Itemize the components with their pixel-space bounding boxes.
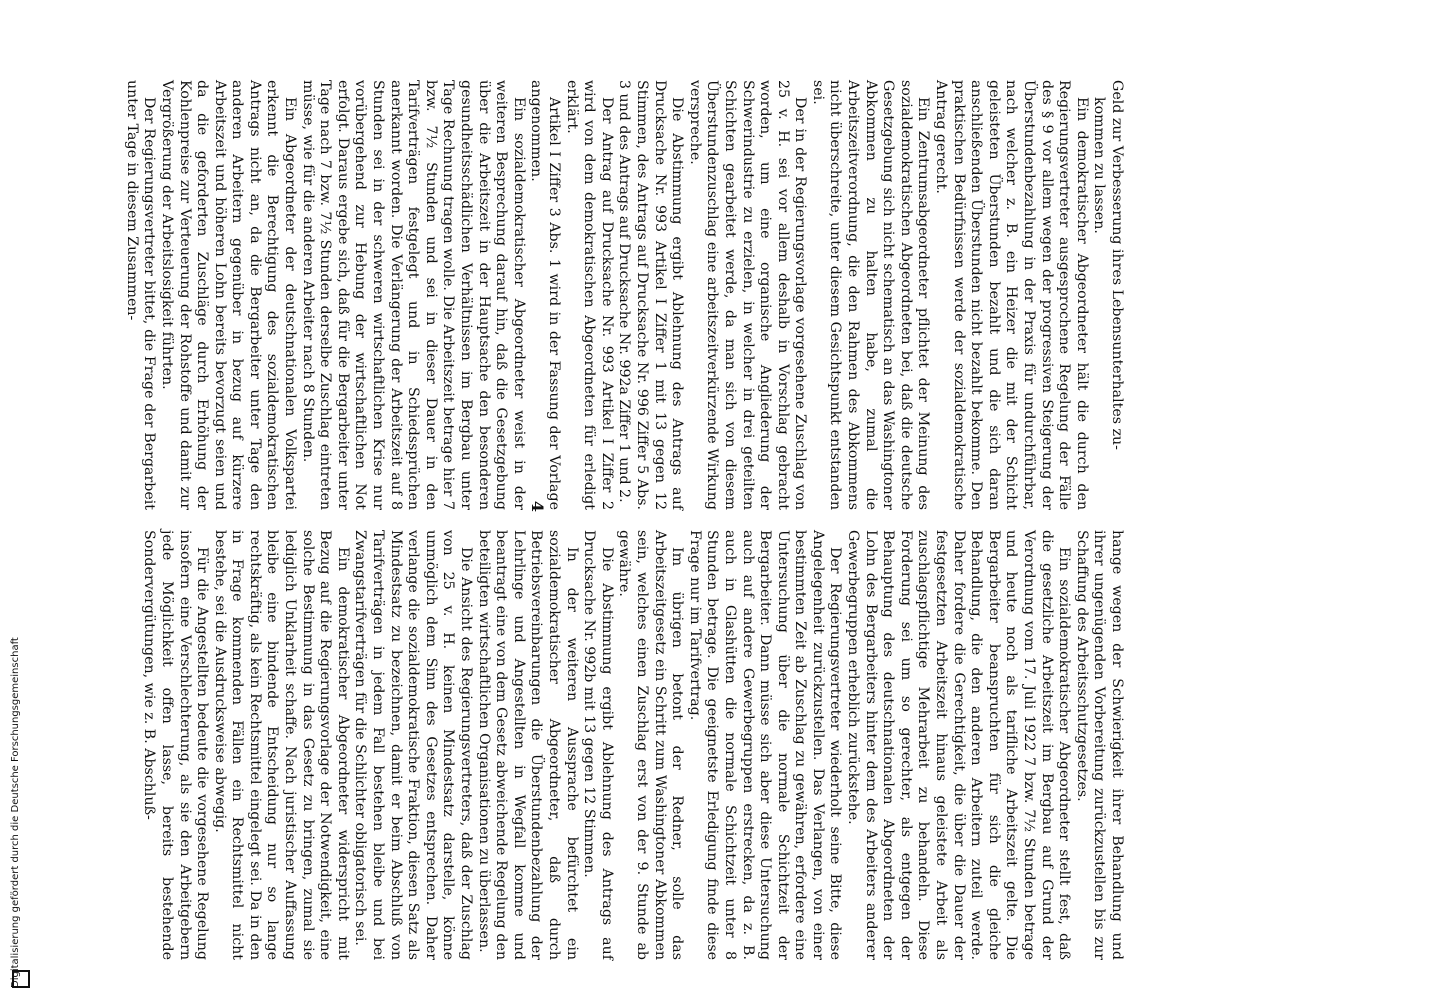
paragraph: Der Regierungsvertreter wiederholt seine Bitte, diese Angelegenheit zurückzustellen. Das Verlangen, von einer bestimmten Zeit ab Zuschlag zu gewähren, erfordere eine Untersuchung über die normale Schichtzeit der Bergarbeiter. Dann müsse sich aber diese Untersuchung auch auf andere Gewerbegruppen erstrecken, da z. B. auch in Glashütten die normale Schichtzeit unter 8 Stunden betrage. Die geeignetste Erledigung finde diese Frage nur im Tarifvertrag. (686, 530, 844, 960)
paragraph: Artikel I Ziffer 3 Abs. 1 wird in der Fassung der Vorlage angenommen. (528, 80, 562, 510)
footer-credit (10, 8, 34, 988)
paragraph: Die Abstimmung ergibt Ablehnung des Antrags auf Drucksache Nr. 992b mit 13 gegen 12 Stimmen. (581, 530, 615, 960)
dfg-logo (12, 970, 30, 988)
paragraph: Ein sozialdemokratischer Abgeordneter stellt fest, daß die gesetzliche Arbeitszeit im Bergbau auf Grund der Verordnung vom 17. Juli 1922 7 bzw. 7½ Stunden betrage und heute noch als tarifliche Arbeitszeit gelte. Die Bergarbeiter beanspruchten für sich die gleiche Behandlung, die den anderen Arbeitern zuteil werde. Daher fordere die Gerechtigkeit, die über die Dauer der festgesetzten Arbeitszeit hinaus geleistete Arbeit als zuschlagspflichtige Mehrarbeit zu behandeln. Diese Forderung sei um so gerechter, als entgegen der Behauptung des deutschnationalen Abgeordneten der Lohn des Bergarbeiters hinter dem des Arbeiters anderer Gewerbegruppen erheblich zurückstehe. (845, 530, 1073, 960)
paragraph: Ein Zentrumsabgeordneter pflichtet der Meinung des sozialdemokratischen Abgeordneten bei, daß die deutsche Gesetzgebung sich nicht schematisch an das Washingtoner Abkommen zu halten habe, zumal die Arbeitszeitverordnung, die den Rahmen des Abkommens nicht überschreite, unter diesem Gesichtspunkt entstanden sei. (809, 80, 932, 510)
paragraph: hange wegen der Schwierigkeit ihrer Behandlung und ihrer ungenügenden Vorbereitung zurückzustellen bis zur Schaffung des Arbeitsschutzgesetzes. (1073, 530, 1125, 960)
paragraph: Der in der Regierungsvorlage vorgesehene Zuschlag von 25 v. H. sei vor allem deshalb in Vorschlag gebracht worden, um eine organische Angliederung der Schwerindustrie zu erzielen, in welcher in drei geteilten Schichten gearbeitet werde, da man sich von diesem Überstundenzuschlag eine arbeitszeitverkürzende Wirkung verspreche. (686, 80, 809, 510)
paragraph: kommen zu lassen. (1091, 97, 1108, 234)
footer-credit-text: Digitalisierung gefördert durch die Deutsche Forschungsgemeinschaft (10, 637, 21, 988)
paragraph: Ein Abgeordneter der deutschnationalen Volkspartei erkennt die Berechtigung des sozialdemokratischen Antrags nicht an, da die Bergarbeiter unter Tage den anderen Arbeitern gegenüber in bezug auf kürzere Arbeitszeit und höheren Lohn bereits bevorzugt seien und da die geforderten Zuschläge durch Erhöhung der Kohlenpreise zur Verteuerung der Rohstoffe und damit zur Vergrößerung der Arbeitslosigkeit führten. (158, 80, 299, 510)
paragraph: Ein sozialdemokratischer Abgeordneter weist in der weiteren Besprechung darauf hin, daß die Gesetzgebung über die Arbeitszeit in der Hauptsache den besonderen gesundheitsschädlichen Verhältnissen im Bergbau unter Tage Rechnung tragen wolle. Die Arbeitszeit betrage hier 7 bzw. 7½ Stunden und sei in dieser Dauer in den Tarifverträgen festgelegt und in Schiedssprüchen anerkannt worden. Die Verlängerung der Arbeitszeit auf 8 Stunden sei in der schweren wirtschaftlichen Krise nur vorübergehend zur Hebung der wirtschaftlichen Not erfolgt. Daraus ergebe sich, daß für die Bergarbeiter unter Tage nach 7 bzw. 7½ Stunden derselbe Zuschlag eintreten müsse, wie für die anderen Arbeiter nach 8 Stunden. (299, 80, 527, 510)
paragraph: Die Abstimmung ergibt Ablehnung des Antrags auf Drucksache Nr. 993 Artikel I Ziffer 1 mit 13 gegen 12 Stimmen, des Antrags auf Drucksache Nr. 996 Ziffer 5 Abs. 3 und des Antrags auf Drucksache Nr. 992a Ziffer 1 und 2. (616, 80, 686, 510)
paragraph: Geld zur Verbesserung ihres Lebensunterhaltes zu- (1109, 80, 1125, 450)
page-number: 4 (528, 500, 548, 513)
paragraph: Ein demokratischer Abgeordneter hält die durch den Regierungsvertreter ausgesprochene Regelung der Fälle des § 9 vor allem wegen der progressiven Steigerung der Überstundenbezahlung in der Praxis für undurchführbar, nach welcher z. B. ein Heizer die mit der Schicht geleisteten Überstunden bezahlt und die sich daran anschließenden Überstunden nicht bezahlt bekomme. Den praktischen Bedürfnissen werde der sozialdemokratische Antrag gerecht. (933, 80, 1090, 510)
text-column-left (122, 80, 1125, 513)
paragraph: In der weiteren Aussprache befürchtet ein sozialdemokratischer Abgeordneter, daß durch Betriebsvereinbarungen die Überstundenbezahlung der Lehrlinge und Angestellten in Wegfall komme und beantragt eine von dem Gesetz abweichende Regelung den beteiligten wirtschaftlichen Organisationen zu überlassen. (475, 530, 580, 960)
paragraph: Ein demokratischer Abgeordneter widerspricht mit Bezug auf die Regierungsvorlage der Notwendigkeit, eine solche Bestimmung in das Gesetz zu bringen, zumal sie lediglich Unklarheit schaffe. Nach juristischer Auffassung bleibe eine bindende Entscheidung nur so lange rechtskräftig, als kein Rechtsmittel eingelegt sei. Da in den in Frage kommenden Fällen ein Rechtsmittel nicht bestehe, sei die Ausdrucksweise abwegig. (211, 530, 351, 960)
page-body (125, 80, 1125, 980)
text-column-right (140, 530, 1125, 960)
paragraph: Die Ansicht des Regierungsvertreters, daß der Zuschlag von 25 v. H. keinen Mindestsatz darstelle, könne unmöglich dem Sinn des Gesetzes entsprechen. Daher verlange die sozialdemokratische Fraktion, diesen Satz als Mindestsatz zu bezeichnen, damit er beim Abschluß von Tarifverträgen in jedem Fall bestehen bleibe und bei Zwangstarifverträgen für die Schlichter obligatorisch sei. (352, 530, 475, 960)
paragraph: Im übrigen betont der Redner, solle das Arbeitszeitgesetz ein Schritt zum Washingtoner Abkommen sein, welches einen Zuschlag erst von der 9. Stunde ab gewähre. (616, 530, 686, 960)
paragraph: Für die Angestellten bedeute die vorgesehene Regelung insofern eine Verschlechterung, als sie den Arbeitgebern jede Möglichkeit offen lasse, bereits bestehende Sondervergütungen, wie z. B. Abschluß- (141, 530, 211, 960)
paragraph: Der Antrag auf Drucksache Nr. 993 Artikel I Ziffer 2 wird von dem demokratischen Abgeordneten für erledigt erklärt. (563, 80, 615, 510)
paragraph: Der Regierungsvertreter bittet, die Frage der Bergarbeit unter Tage in diesem Zusammen- (123, 80, 158, 510)
